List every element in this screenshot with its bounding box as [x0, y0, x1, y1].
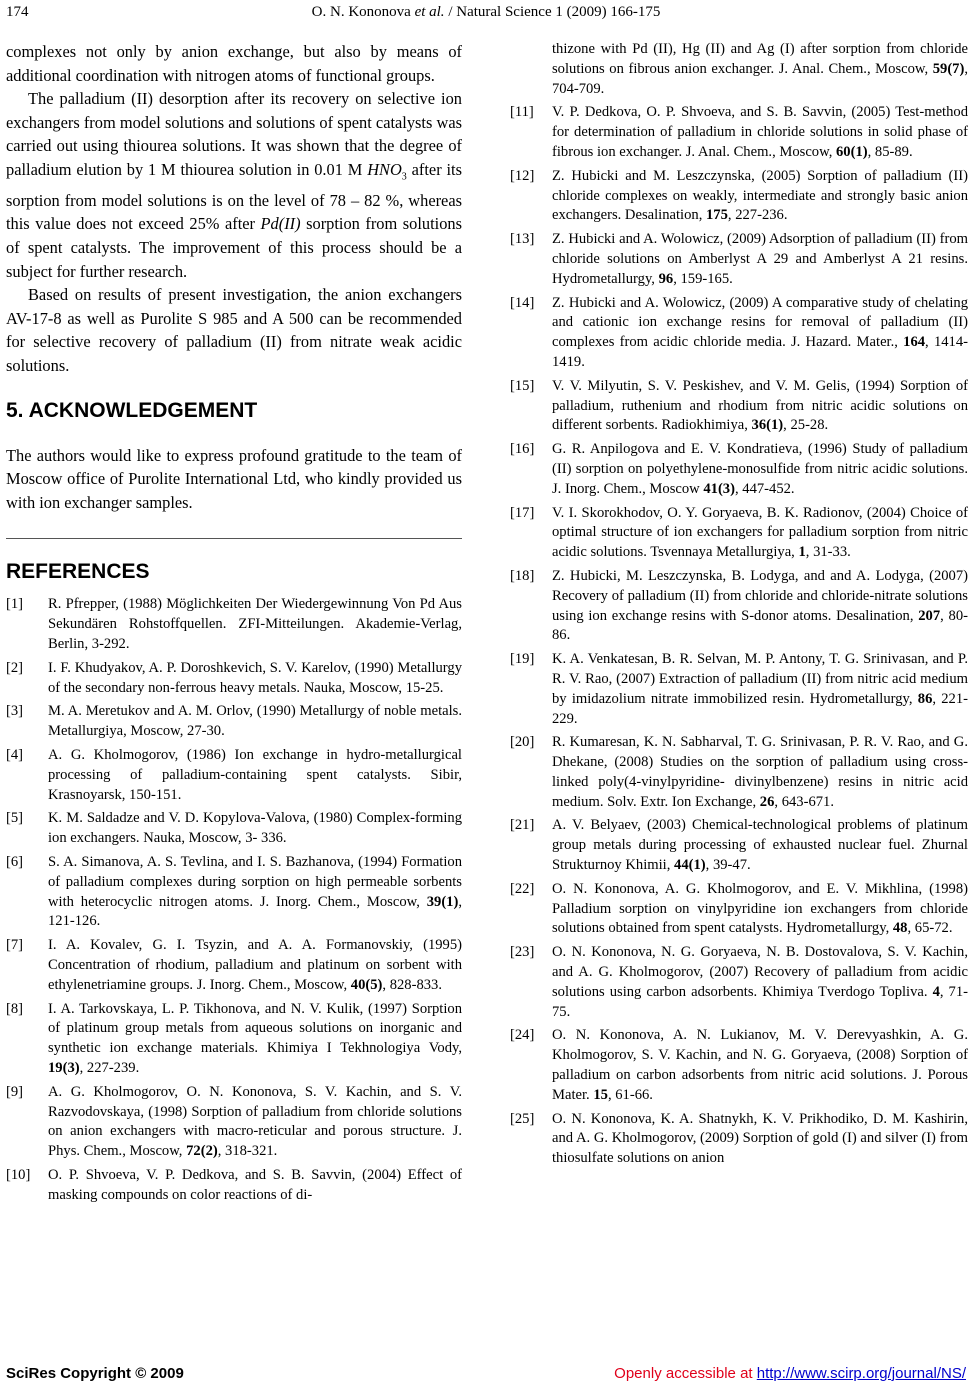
reference-number: [1] [6, 596, 24, 613]
page-number: 174 [6, 4, 29, 20]
reference-number: [13] [510, 231, 535, 248]
reference-number: [16] [510, 441, 535, 458]
reference-number: [14] [510, 294, 535, 311]
right-column [510, 40, 968, 1173]
reference-text: R. Pfrepper, (1988) Möglichkeiten Der Wiedergewinnung Von Pd Aus Sekundären Rohstoffquellen. ZFI-Mitteilungen. Akademie-Verlag, Berlin, 3-292. [48, 596, 462, 652]
reference-item [6, 853, 462, 932]
reference-item [510, 1110, 968, 1169]
reference-text: V. I. Skorokhodov, O. Y. Goryaeva, B. K. Radionov, (2004) Choice of optimal structure of ion exchangers for palladium sorption from nitric acidic solutions. Tsvennaya Metallurgiya, 1, 31-33. [552, 504, 968, 561]
reference-number: [12] [510, 167, 535, 184]
reference-item [6, 595, 462, 654]
reference-item [510, 440, 968, 499]
reference-text: Z. Hubicki, M. Leszczynska, B. Lodyga, and and A. Lodyga, (2007) Recovery of palladium (II) from chloride and chloride-nitrate solutions using ion exchange resins with S-donor atoms. Desalination, 207, 80-86. [552, 567, 968, 644]
reference-item [6, 936, 462, 995]
page-footer [0, 1364, 972, 1386]
reference-continuation: thizone with Pd (II), Hg (II) and Ag (I) after sorption from chloride solutions on fibrous anion exchanger. J. Anal. Chem., Moscow, 59(7), 704-709. [552, 41, 968, 97]
running-header [0, 2, 972, 24]
reference-item [6, 1083, 462, 1162]
reference-text: I. F. Khudyakov, A. P. Doroshkevich, S. V. Karelov, (1990) Metallurgy of the secondary non-ferrous heavy metals. Nauka, Moscow, 15-25. [48, 659, 462, 696]
reference-number: [25] [510, 1110, 535, 1127]
reference-number: [19] [510, 651, 535, 668]
reference-item [6, 1000, 462, 1079]
section-heading-acknowledgement: 5. ACKNOWLEDGEMENT [6, 398, 258, 422]
reference-text: Z. Hubicki and A. Wolowicz, (2009) A comparative study of chelating and cationic ion exchange resins for removal of palladium (II) complexes from acidic chloride media. J. Hazard. Mater., 164, 1414-1419. [552, 294, 968, 370]
reference-number: [4] [6, 746, 24, 763]
reference-item [6, 659, 462, 699]
paragraph: complexes not only by anion exchange, but also by means of additional coordination with nitrogen atoms of functional groups. [6, 42, 462, 85]
paragraph: The palladium (II) desorption after its recovery on selective ion exchangers from model solutions and solutions of spent catalysts was carried out using thiourea solutions. It was shown that the degree of palladium elution by 1 M thiourea solution in 0.01 M $HNO_3$ after its sorption from model solutions is on the level of 78 – 82 %, whereas this value does not exceed 25% after Pd(II) sorption from solutions of spent catalysts. The improvement of this process should be a subject for further research. [6, 89, 462, 281]
running-head: O. N. Kononova et al. / Natural Science 1 (2009) 166-175 [311, 4, 661, 20]
reference-text: V. P. Dedkova, O. P. Shvoeva, and S. B. Savvin, (2005) Test-method for determination of palladium in chloride solutions in solid phase of fibrous ion exchanger. J. Anal. Chem., Moscow, 60(1), 85-89. [552, 104, 968, 160]
reference-text: K. A. Venkatesan, B. R. Selvan, M. P. Antony, T. G. Srinivasan, and P. R. V. Rao, (2007) Extraction of palladium (II) from nitric acid medium by imidazolium nitrate immobilized resin. Hydrometallurgy, 86, 221-229. [552, 651, 968, 727]
reference-item [510, 103, 968, 162]
reference-number: [10] [6, 1166, 31, 1183]
reference-item [510, 943, 968, 1022]
formula-hno3: $HNO_3$ [367, 159, 407, 183]
reference-item [510, 733, 968, 812]
paragraph: Based on results of present investigation, the anion exchangers AV-17-8 as well as Purolite S 985 and A 500 can be recommended for selective recovery of palladium (II) from nitrate weak acidic solutions. [6, 285, 462, 375]
reference-item [510, 880, 968, 939]
reference-item [510, 816, 968, 875]
reference-number: [17] [510, 504, 535, 521]
reference-item [510, 167, 968, 226]
reference-item [510, 504, 968, 563]
reference-number: [2] [6, 659, 24, 676]
reference-item [6, 809, 462, 849]
reference-number: [23] [510, 944, 535, 961]
reference-text: O. P. Shvoeva, V. P. Dedkova, and S. B. Savvin, (2004) Effect of masking compounds on color reactions of di- [48, 1166, 462, 1203]
reference-number: [15] [510, 377, 535, 394]
reference-text: Z. Hubicki and A. Wolowicz, (2009) Adsorption of palladium (II) from chloride solutions on Amberlyst A 29 and Amberlyst A 21 resins. Hydrometallurgy, 96, 159-165. [552, 231, 968, 287]
reference-number: [3] [6, 703, 24, 720]
reference-number: [20] [510, 734, 535, 751]
reference-text: O. N. Kononova, A. G. Kholmogorov, and E. V. Mikhlina, (1998) Palladium sorption on vinylpyridine ion exchangers from chloride solutions obtained from spent catalysts. Hydrometallurgy, 48, 65-72. [552, 880, 968, 937]
reference-number: [21] [510, 817, 535, 834]
reference-item [6, 1166, 462, 1206]
reference-number: [18] [510, 567, 535, 584]
reference-text: M. A. Meretukov and A. M. Orlov, (1990) Metallurgy of noble metals. Metallurgiya, Moscow, 27-30. [48, 703, 462, 740]
reference-text: K. M. Saldadze and V. D. Kopylova-Valova, (1980) Complex-forming ion exchangers. Nauka, Moscow, 3- 336. [48, 810, 462, 847]
reference-item [510, 650, 968, 729]
reference-number: [8] [6, 1000, 24, 1017]
reference-text: O. N. Kononova, N. G. Goryaeva, N. B. Dostovalova, S. V. Kachin, and A. G. Kholmogorov, (2007) Recovery of palladium from acidic solutions using carbon adsorbents. Khimiya Tverdogo Topliva. 4, 71-75. [552, 944, 968, 1020]
reference-number: [11] [510, 104, 534, 121]
reference-text: A. G. Kholmogorov, (1986) Ion exchange in hydro-metallurgical processing of palladium-containing spent catalysts. Sibir, Krasnoyarsk, 150-151. [48, 746, 462, 803]
reference-item [510, 567, 968, 646]
reference-list [6, 595, 462, 1205]
copyright: SciRes Copyright © 2009 [6, 1365, 184, 1382]
reference-text: A. V. Belyaev, (2003) Chemical-technological problems of platinum group metals during processing of exhausted nuclear fuel. Zhurnal Strukturnoy Khimii, 44(1), 39-47. [552, 817, 968, 874]
reference-item [510, 230, 968, 289]
acknowledgement-text: The authors would like to express profound gratitude to the team of Moscow office of Purolite International Ltd, who kindly provided us with ion exchanger samples. [6, 445, 462, 512]
open-access-note: Openly accessible at http://www.scirp.org/journal/NS/ [614, 1365, 966, 1382]
formula-pd-ii: Pd(II) [260, 214, 301, 234]
reference-text: O. N. Kononova, A. N. Lukianov, M. V. Derevyashkin, A. G. Kholmogorov, S. V. Kachin, and N. G. Goryaeva, (2008) Sorption of palladium on carbon adsorbents from nitric acid solutions. J. Porous Mater. 15, 61-66. [552, 1027, 968, 1103]
reference-item [6, 702, 462, 742]
reference-number: [9] [6, 1083, 24, 1100]
left-column [6, 40, 462, 1209]
reference-item [6, 746, 462, 805]
section-heading-references: REFERENCES [6, 560, 150, 584]
reference-text: R. Kumaresan, K. N. Sabharval, T. G. Srinivasan, P. R. V. Rao, and G. Dhekane, (2008) Studies on the sorption of palladium using cross-linked poly(4-vinylpyridine- divinylbenzene) resins in nitric acid medium. Solv. Extr. Ion Exchange, 26, 643-671. [552, 734, 968, 810]
reference-text: S. A. Simanova, A. S. Tevlina, and I. S. Bazhanova, (1994) Formation of palladium complexes during sorption on high permeable sorbents with heterocyclic nitrogen atoms. J. Inorg. Chem., Moscow, 39(1), 121-126. [48, 853, 462, 930]
reference-text: Z. Hubicki and M. Leszczynska, (2005) Sorption of palladium (II) chloride complexes on weakly, intermediate and strongly basic anion exchangers. Desalination, 175, 227-236. [552, 167, 968, 224]
reference-text: I. A. Tarkovskaya, L. P. Tikhonova, and N. V. Kulik, (1997) Sorption of platinum group metals from aqueous solutions on inorganic and synthetic ion exchange materials. Khimiya I Tekhnologiya Vody, 19(3), 227-239. [48, 1000, 462, 1076]
reference-text: I. A. Kovalev, G. I. Tsyzin, and A. A. Formanovskiy, (1995) Concentration of rhodium, palladium and platinum on sorbent with ethylenetriamine groups. J. Inorg. Chem., Moscow, 40(5), 828-833. [48, 937, 462, 993]
reference-text: V. V. Milyutin, S. V. Peskishev, and V. M. Gelis, (1994) Sorption of palladium, ruthenium and rhodium from nitric acidic solutions on different sorbents. Radiokhimiya, 36(1), 25-28. [552, 377, 968, 434]
reference-number: [22] [510, 880, 535, 897]
reference-number: [5] [6, 810, 24, 827]
reference-number: [7] [6, 937, 24, 954]
reference-number: [6] [6, 853, 24, 870]
reference-item [510, 1026, 968, 1105]
reference-list [510, 103, 968, 1169]
journal-link[interactable]: http://www.scirp.org/journal/NS/ [756, 1365, 966, 1382]
reference-text: G. R. Anpilogova and E. V. Kondratieva, (1996) Study of palladium (II) sorption on polyethylene-monosulfide from nitric acidic solutions. J. Inorg. Chem., Moscow 41(3), 447-452. [552, 441, 968, 497]
reference-text: A. G. Kholmogorov, O. N. Kononova, S. V. Kachin, and S. V. Razvodovskaya, (1998) Sorption of palladium from chloride solutions on anion exchangers with macro-reticular and porous structure. J. Phys. Chem., Moscow, 72(2), 318-321. [48, 1083, 462, 1160]
reference-number: [24] [510, 1027, 535, 1044]
reference-item [510, 294, 968, 373]
reference-text: O. N. Kononova, K. A. Shatnykh, K. V. Prikhodiko, D. M. Kashirin, and A. G. Kholmogorov, (2009) Sorption of gold (I) and silver (I) from thiosulfate solutions on anion [552, 1110, 968, 1167]
reference-item [510, 377, 968, 436]
